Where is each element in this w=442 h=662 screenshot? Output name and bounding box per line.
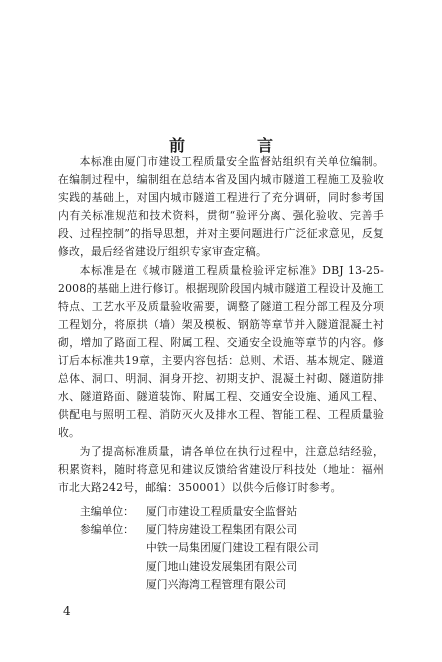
credit-row-participant [80, 521, 319, 539]
credit-value: 中铁一局集团厦门建设工程有限公司 [146, 541, 319, 555]
credit-value: 厦门特房建设工程集团有限公司 [146, 523, 298, 537]
credit-label: 参编单位： [80, 523, 134, 537]
page-number: 4 [63, 604, 71, 618]
preface-body [58, 153, 384, 497]
paragraph-2: 本标准是在《城市隧道工程质量检验评定标准》DBJ 13-25-2008的基础上进行修订。根据现阶段国内城市隧道工程设计及施工特点、工艺水平及质量验收需要，调整了隧道工程分部工程及分项工程划分，将原拱（墙）架及模板、钢筋等章节并入隧道混凝土衬砌，增加了路面工程、附属工程、交通安全设施等章节的内容。修订后本标准共19章，主要内容包括：总则、术语、基本规定、隧道总体、洞口、明洞、洞身开挖、初期支护、混凝土衬砌、隧道防排水、隧道路面、隧道装饰、附属工程、交通安全设施、通风工程、供配电与照明工程、消防灭火及排水工程、智能工程、工程质量验收。 [58, 263, 384, 440]
credit-label: 主编单位： [80, 505, 134, 518]
paragraph-1: 本标准由厦门市建设工程质量安全监督站组织有关单位编制。在编制过程中，编制组在总结本省及国内城市隧道工程施工及验收实践的基础上，对国内城市隧道工程进行了充分调研，同时参考国内有关标准规范和技术资料，贯彻“验评分离、强化验收、完善手段、过程控制”的指导思想，并对主要问题进行广泛征求意见，反复修改，最后经省建设厅组织专家审查定稿。 [58, 155, 384, 259]
credit-value: 厦门兴海湾工程管理有限公司 [146, 577, 287, 591]
page-title: 前 言 [168, 136, 301, 155]
credit-label [80, 576, 146, 594]
credit-value: 厦门地山建设发展集团有限公司 [146, 559, 298, 573]
credit-value: 厦门市建设工程质量安全监督站 [146, 505, 298, 518]
credit-label [80, 539, 146, 557]
credits-block [80, 503, 319, 594]
credit-row-participant [80, 558, 319, 576]
credit-row-chief-editor [80, 503, 319, 521]
credit-row-participant [80, 539, 319, 557]
credit-label [80, 558, 146, 576]
credit-row-participant [80, 576, 319, 594]
paragraph-3: 为了提高标准质量，请各单位在执行过程中，注意总结经验，积累资料，随时将意见和建议反馈给省建设厅科技处（地址：福州市北大路242号，邮编：350001）以供今后修订时参考。 [58, 444, 384, 494]
